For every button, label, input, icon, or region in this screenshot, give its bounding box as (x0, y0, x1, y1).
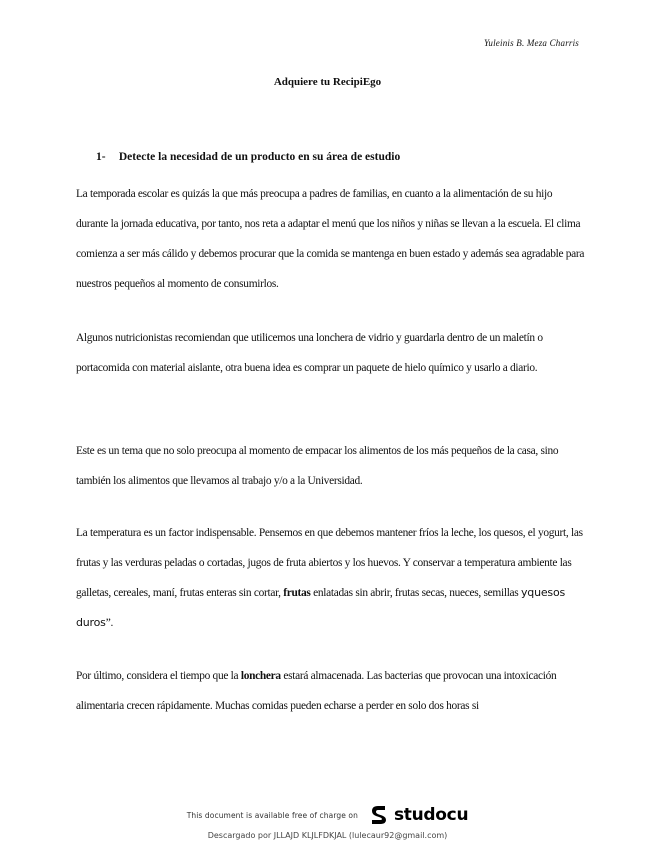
studocu-link[interactable] (368, 804, 468, 826)
paragraph-1: La temporada escolar es quizás la que más preocupa a padres de familias, en cuanto a la alimentación de su hijo durante la jornada educativa, por tanto, nos reta a adaptar el menú que los niños y niñas se llevan a la escuela. El clima comienza a ser más cálido y debemos procurar que la comida se mantenga en buen estado y además sea agradable para nuestros pequeños al momento de consumirlos. (76, 188, 585, 290)
paragraph-4 (76, 518, 586, 638)
studocu-logo-icon (368, 804, 390, 826)
paragraph-5-bold: lonchera (240, 670, 281, 682)
paragraph-4-bold: frutas (283, 587, 311, 599)
section-number: 1- (96, 151, 106, 163)
paragraph-4-text-c: ”. (105, 617, 114, 629)
download-credit: Descargado por JLLAJD KLJLFDKJAL (lulecaur92@gmail.com) (207, 831, 448, 840)
paragraph-4-text-a: La temperatura es un factor indispensable. Pensemos en que debemos mantener fríos la leche, los quesos, el yogurt, las frutas y las verduras peladas o cortadas, jugos de fruta abiertos y los huevos. Y conservar a temperatura ambiente las galletas, cereales, maní, frutas enteras sin cortar, (76, 527, 583, 599)
author-name: Yuleinis B. Meza Charris (484, 38, 579, 48)
paragraph-5 (76, 661, 586, 721)
document-title: Adquiere tu RecipiEgo (273, 76, 382, 88)
footer-banner (0, 804, 655, 826)
paragraph-2: Algunos nutricionistas recomiendan que utilicemos una lonchera de vidrio y guardarla dentro de un maletín o portacomida con material aislante, otra buena idea es comprar un paquete de hielo químico y usarlo a diario. (76, 332, 543, 374)
paragraph-3: Este es un tema que no solo preocupa al momento de empacar los alimentos de los más pequeños de la casa, sino también los alimentos que llevamos al trabajo y/o a la Universidad. (76, 445, 559, 487)
paragraph-4-text-b: enlatadas sin abrir, frutas secas, nueces, semillas (310, 587, 521, 599)
section-heading (96, 151, 400, 163)
paragraph-5-text-a: Por último, considera el tiempo que la (76, 670, 241, 682)
studocu-wordmark: studocu (393, 805, 469, 825)
paragraph-5-text-b: estará almacenada. Las bacterias que provocan una intoxicación alimentaria crecen rápidamente. Muchas comidas pueden echarse a perder en solo dos horas si (76, 670, 557, 712)
footer-note: This document is available free of charge on (186, 810, 358, 820)
section-heading-text: Detecte la necesidad de un producto en su área de estudio (118, 151, 401, 163)
paragraph-4-mixed-font: yquesos duros (76, 586, 566, 629)
